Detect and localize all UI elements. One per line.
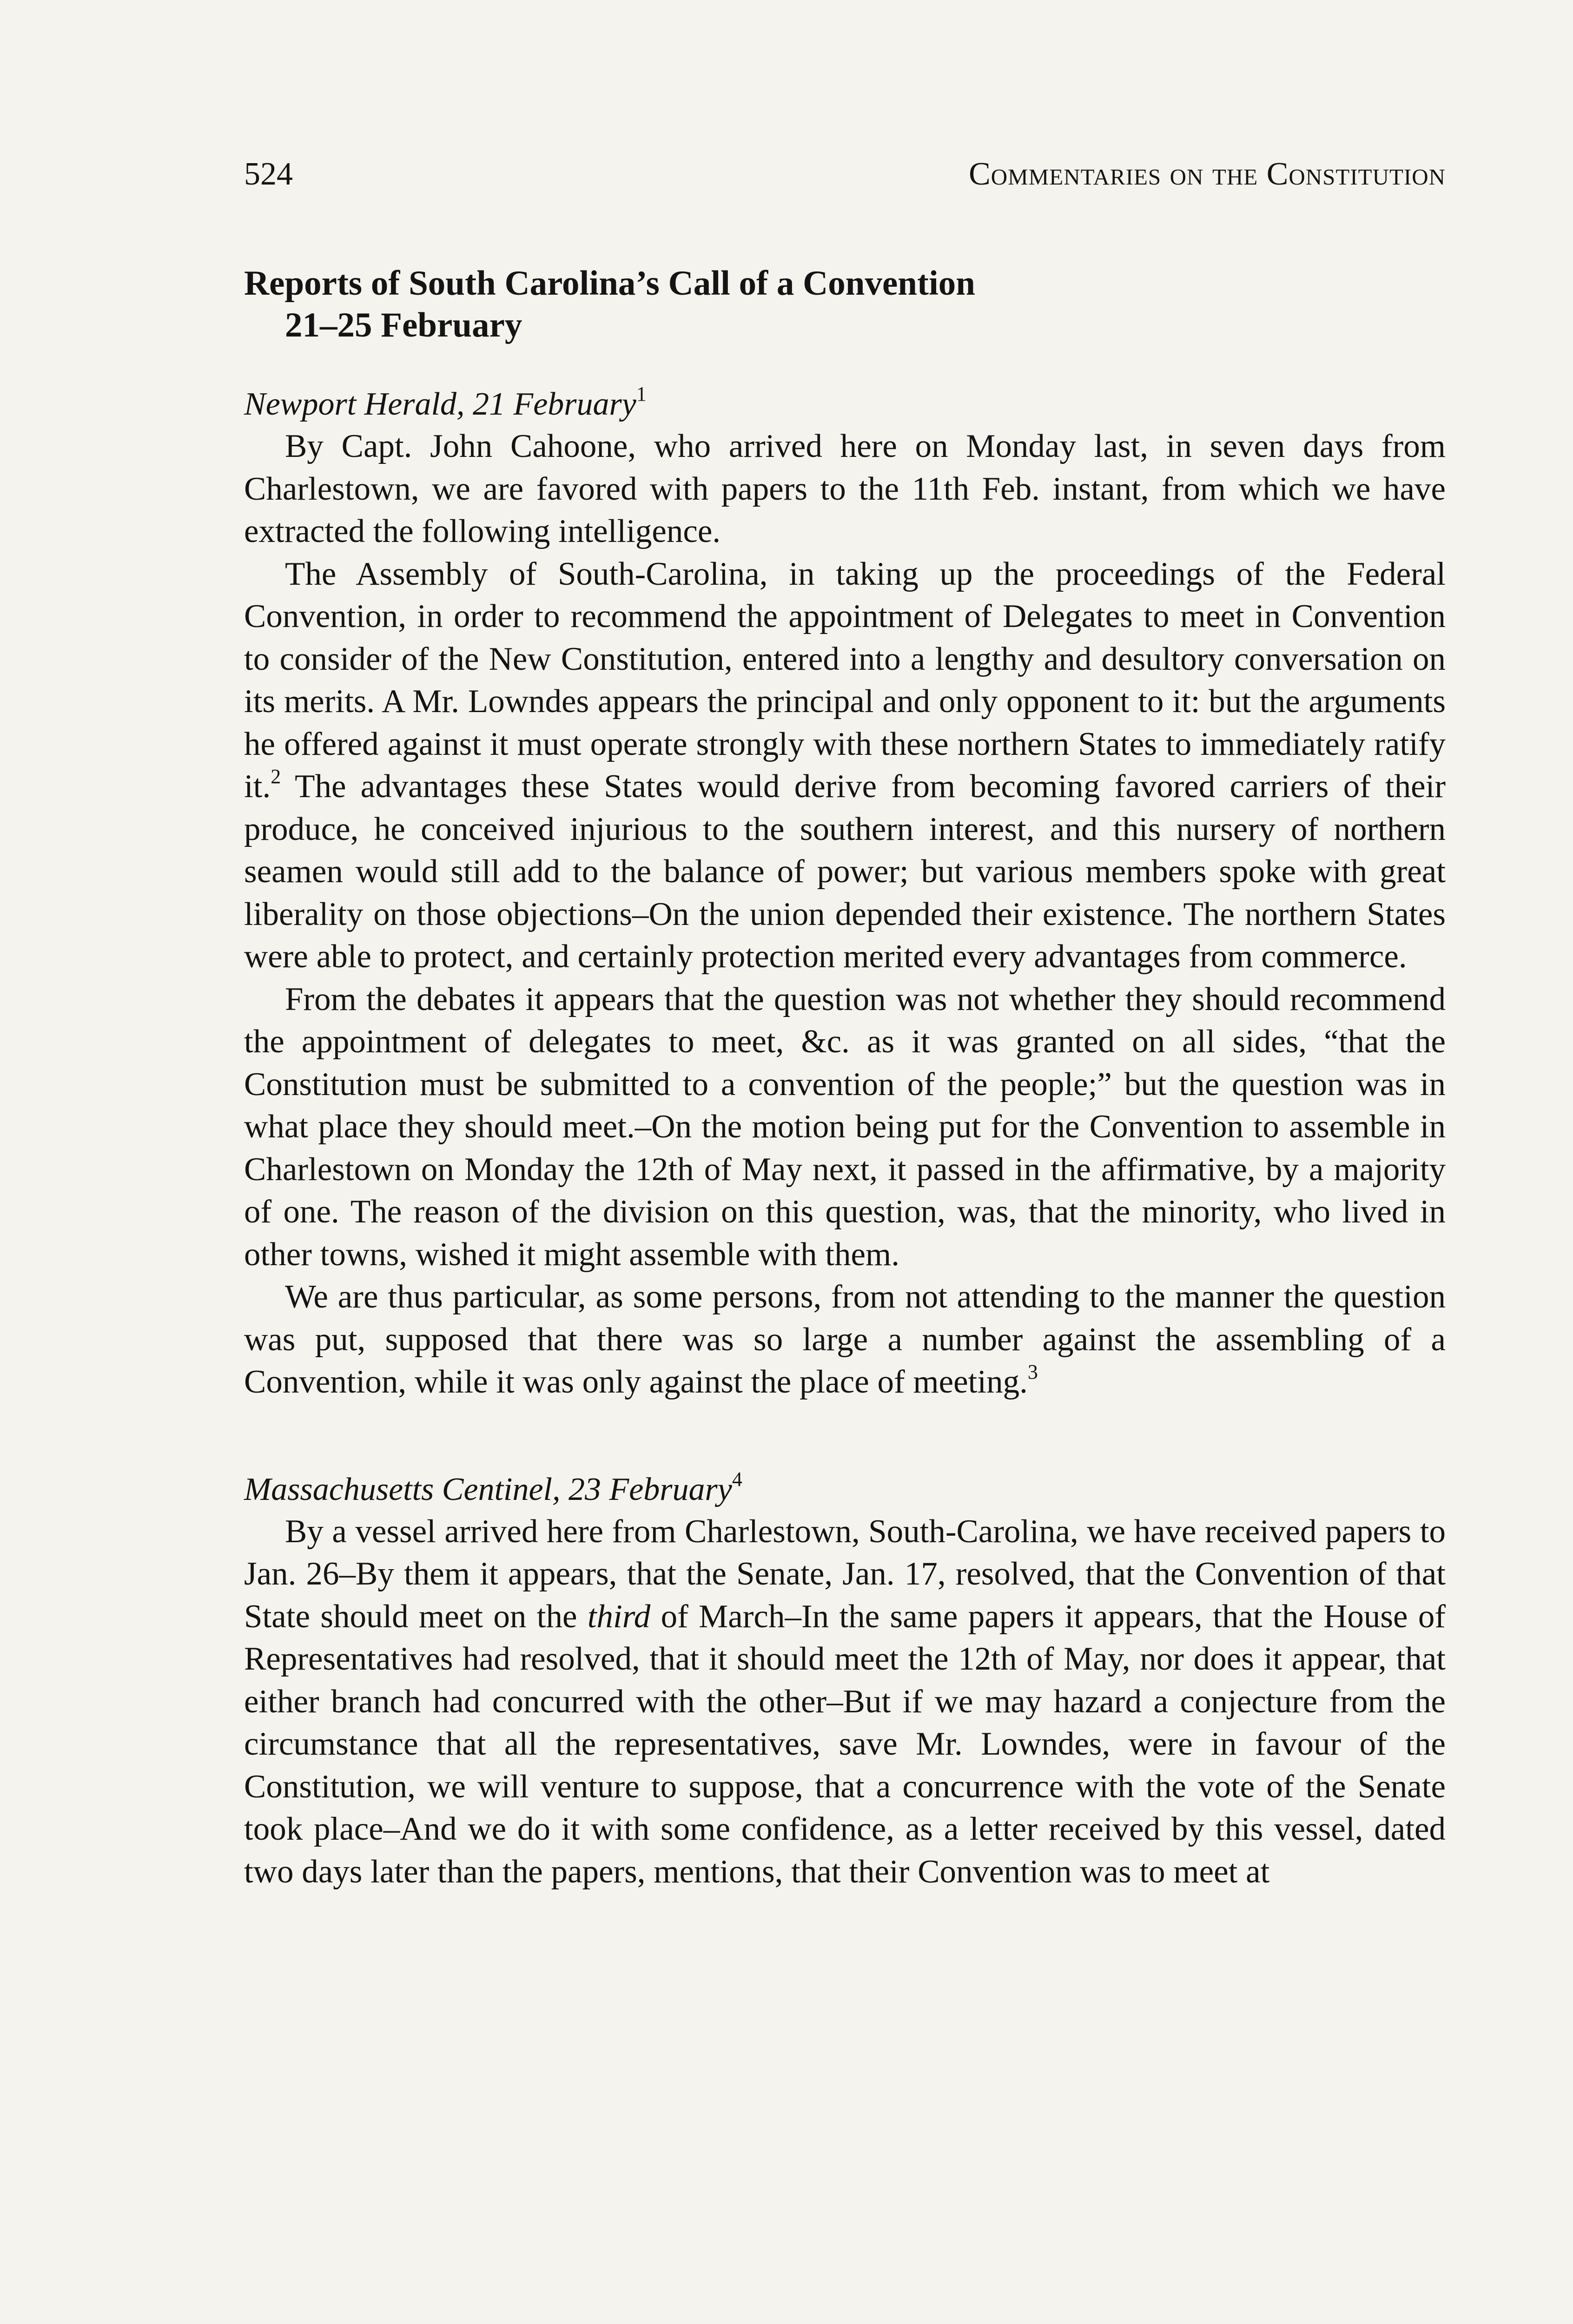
page-number: 524: [244, 156, 293, 192]
footnote-ref: 4: [732, 1467, 742, 1491]
section-gap: [244, 1404, 1446, 1469]
paragraph: [244, 1511, 1446, 1894]
paragraph-text-continued: The advantages these States would derive from becoming favored carriers of their produce, he conceived injurious to the southern interest, and this nursery of northern seamen would still add to the balance of power; but various members spoke with great liberality on those objections–On the union depended their existence. The northern States were able to protect, and certainly protection merited every advantages from commerce.: [244, 768, 1446, 975]
paragraph: From the debates it appears that the question was not whether they should recommend the appointment of delegates to meet, &c. as it was granted on all sides, “that the Constitution must be submitted to a convention of the people;” but the question was in what place they should meet.–On the motion being put for the Convention to assemble in Charlestown on Monday the 12th of May next, it passed in the affirmative, by a majority of one. The reason of the division on this question, was, that the minority, who lived in other towns, wished it might assemble with them.: [244, 981, 1446, 1273]
paragraph: [244, 1276, 1446, 1404]
running-title: Commentaries on the Constitution: [969, 156, 1446, 192]
article-heading: [244, 263, 1446, 346]
paragraph-text: The Assembly of South-Carolina, in taking up the proceedings of the Federal Convention, in order to recommend the appointment of Delegates to meet in Convention to consider of the New Constitution, entered into a lengthy and desultory conversation on its merits. A Mr. Lowndes appears the principal and only opponent to it: but the arguments he offered against it must operate strongly with these northern States to immediately ratify it.: [244, 555, 1446, 805]
paragraph: [244, 553, 1446, 978]
paragraph-text: We are thus particular, as some persons, from not attending to the manner the question was put, supposed that there was so large a number against the assembling of a Convention, while it was only against the place of meeting.: [244, 1279, 1446, 1400]
running-head: [244, 158, 1446, 200]
source-line-massachusetts-centinel: [244, 1469, 1446, 1511]
book-page: [244, 158, 1446, 1893]
article-heading-title: Reports of South Carolina’s Call of a Convention: [244, 264, 976, 303]
source-title: Newport Herald, 21 February: [244, 386, 636, 422]
footnote-ref: 1: [636, 383, 647, 405]
emphasis-text: third: [587, 1598, 651, 1635]
source-title: Massachusetts Centinel, 23 February: [244, 1471, 732, 1507]
article-heading-dates: 21–25 February: [285, 306, 522, 344]
footnote-ref: 2: [271, 765, 281, 788]
paragraph-text: By a vessel arrived here from Charlestown, South-Carolina, we have received papers to Jan. 26–By them it appears, that the Senate, Jan. 17, resolved, that the Convention of that State should meet on the: [244, 1513, 1446, 1635]
footnote-ref: 3: [1027, 1360, 1038, 1383]
paragraph: By Capt. John Cahoone, who arrived here on Monday last, in seven days from Charlestown, we are favored with papers to the 11th Feb. instant, from which we have extracted the following intelligence.: [244, 428, 1446, 549]
paragraph-text-continued: of March–In the same papers it appears, that the House of Representatives had resolved, that it should meet the 12th of May, nor does it appear, that either branch had concurred with the other–But if we may hazard a conjecture from the circumstance that all the representatives, save Mr. Lowndes, were in favour of the Constitution, we will venture to suppose, that a concurrence with the vote of the Senate took place–And we do it with some confidence, as a letter received by this vessel, dated two days later than the papers, mentions, that their Convention was to meet at: [244, 1598, 1446, 1890]
source-line-newport-herald: [244, 383, 1446, 425]
